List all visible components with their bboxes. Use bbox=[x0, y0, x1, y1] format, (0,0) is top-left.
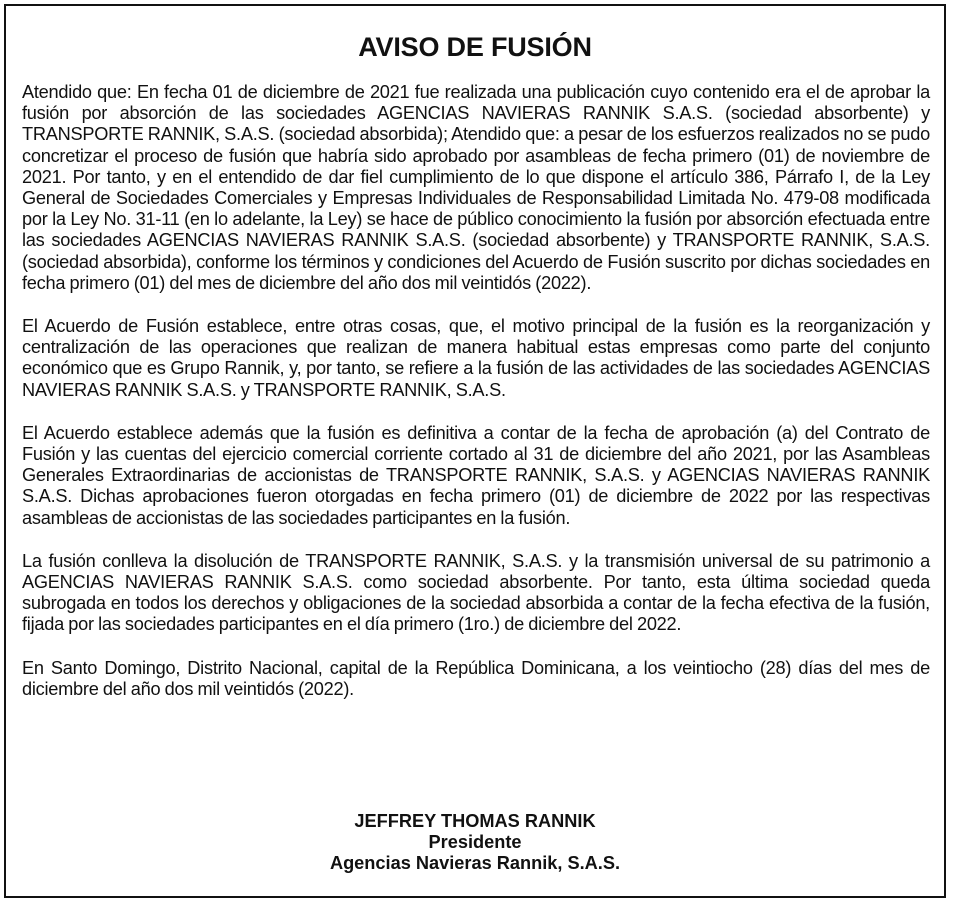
signatory-name: JEFFREY THOMAS RANNIK bbox=[354, 811, 596, 831]
signatory-company: Agencias Navieras Rannik, S.A.S. bbox=[329, 853, 621, 873]
paragraph-merger-purpose: El Acuerdo de Fusión establece, entre otras cosas, que, el motivo principal de la fusión es la reorganización y centralización de las operaciones que realizan de manera habitual estas empresas como parte del conjunto económico que es Grupo Rannik, y, por tanto, se refiere a la fusión de las actividades de las sociedades AGENCIAS NAVIERAS RANNIK S.A.S. y TRANSPORTE RANNIK, S.A.S. bbox=[22, 316, 930, 400]
signature-block bbox=[6, 811, 944, 874]
notice-body bbox=[22, 82, 930, 722]
legal-notice bbox=[4, 4, 946, 898]
paragraph-place-date: En Santo Domingo, Distrito Nacional, capital de la República Dominicana, a los veintiocho (28) días del mes de diciembre del año dos mil veintidós (2022). bbox=[22, 657, 930, 699]
paragraph-dissolution: La fusión conlleva la disolución de TRANSPORTE RANNIK, S.A.S. y la transmisión universal de su patrimonio a AGENCIAS NAVIERAS RANNIK S.A.S. como sociedad absorbente. Por tanto, esta última sociedad queda subrogada en todos los derechos y obligaciones de la sociedad absorbida a contar de la fecha efectiva de la fusión, fijada por las sociedades participantes en el día primero (1ro.) de diciembre del 2022. bbox=[22, 550, 930, 635]
paragraph-whereas: Atendido que: En fecha 01 de diciembre de 2021 fue realizada una publicación cuyo contenido era el de aprobar la fusión por absorción de las sociedades AGENCIAS NAVIERAS RANNIK S.A.S. (sociedad absorbente) y TRANSPORTE RANNIK, S.A.S. (sociedad absorbida); Atendido que: a pesar de los esfuerzos realizados no se pudo concretizar el proceso de fusión que habría sido aprobado por asambleas de fecha primero (01) de noviembre de 2021. Por tanto, y en el entendido de dar fiel cumplimiento de lo que dispone el artículo 386, Párrafo I, de la Ley General de Sociedades Comerciales y Empresas Individuales de Responsabilidad Limitada No. 479-08 modificada por la Ley No. 31-11 (en lo adelante, la Ley) se hace de público conocimiento la fusión por absorción efectuada entre las sociedades AGENCIAS NAVIERAS RANNIK S.A.S. (sociedad absorbente) y TRANSPORTE RANNIK, S.A.S. (sociedad absorbida), conforme los términos y condiciones del Acuerdo de Fusión suscrito por dichas sociedades en fecha primero (01) del mes de diciembre del año dos mil veintidós (2022). bbox=[22, 82, 930, 293]
signatory-role: Presidente bbox=[428, 832, 522, 852]
paragraph-merger-effectiveness: El Acuerdo establece además que la fusión es definitiva a contar de la fecha de aprobación (a) del Contrato de Fusión y las cuentas del ejercicio comercial corriente cortado al 31 de diciembre del año 2021, por las Asambleas Generales Extraordinarias de accionistas de TRANSPORTE RANNIK, S.A.S. y AGENCIAS NAVIERAS RANNIK S.A.S. Dichas aprobaciones fueron otorgadas en fecha primero (01) de diciembre de 2022 por las respectivas asambleas de accionistas de las sociedades participantes en la fusión. bbox=[22, 422, 930, 528]
notice-title: AVISO DE FUSIÓN bbox=[358, 32, 592, 62]
